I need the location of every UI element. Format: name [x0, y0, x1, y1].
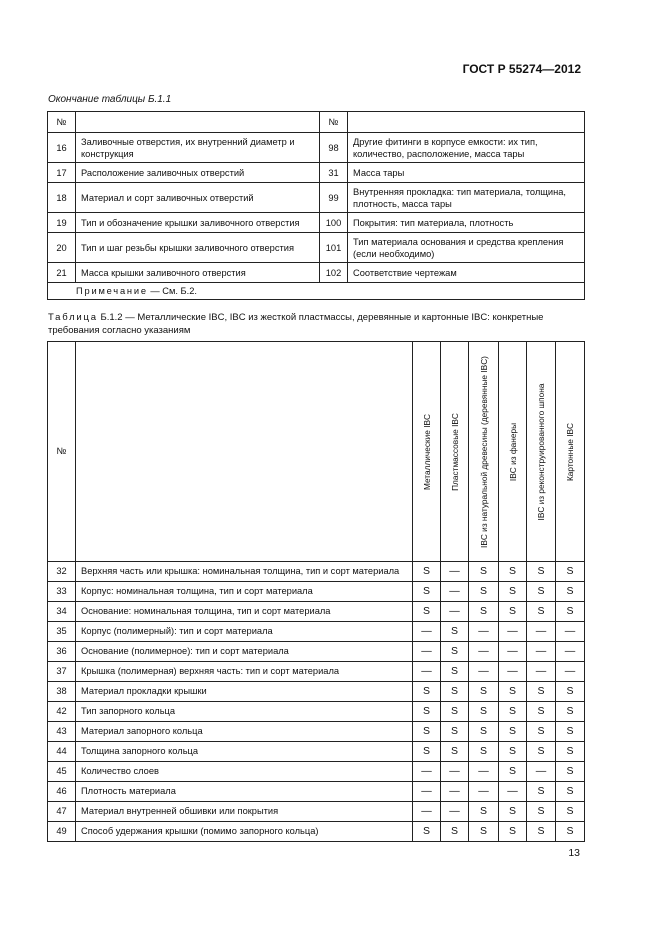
table2-row: [48, 602, 585, 622]
row-text-right: Внутренняя прокладка: тип материала, толщина, плотность, масса тары: [348, 183, 585, 213]
requirement-cell: —: [413, 762, 441, 782]
requirement-cell: S: [413, 582, 441, 602]
table2-col-header: [469, 342, 499, 562]
table2-caption-label: Таблица: [48, 312, 98, 323]
table2-col-header: [413, 342, 441, 562]
requirement-cell: —: [413, 802, 441, 822]
row-number-right: 100: [320, 213, 348, 233]
requirement-cell: S: [469, 582, 499, 602]
row-description: Основание (полимерное): тип и сорт материала: [76, 642, 413, 662]
table1-col-number-2: №: [320, 112, 348, 133]
requirement-cell: S: [413, 822, 441, 842]
requirement-cell: S: [413, 562, 441, 582]
table2-row: [48, 662, 585, 682]
row-number-left: 20: [48, 233, 76, 263]
table2-row: [48, 582, 585, 602]
requirement-cell: S: [527, 582, 556, 602]
requirement-cell: —: [441, 802, 469, 822]
row-number: 49: [48, 822, 76, 842]
row-number: 36: [48, 642, 76, 662]
row-number: 46: [48, 782, 76, 802]
row-number: 45: [48, 762, 76, 782]
table2-row: [48, 642, 585, 662]
row-description: Верхняя часть или крышка: номинальная толщина, тип и сорт материала: [76, 562, 413, 582]
requirement-cell: S: [527, 562, 556, 582]
row-number: 33: [48, 582, 76, 602]
requirement-cell: —: [527, 622, 556, 642]
requirement-cell: —: [469, 642, 499, 662]
row-text-left: Заливочные отверстия, их внутренний диаметр и конструкция: [76, 133, 320, 163]
row-text-left: Тип и шаг резьбы крышки заливочного отверстия: [76, 233, 320, 263]
row-text-left: Материал и сорт заливочных отверстий: [76, 183, 320, 213]
row-number: 38: [48, 682, 76, 702]
requirement-cell: —: [413, 642, 441, 662]
requirement-cell: S: [441, 662, 469, 682]
row-number: 42: [48, 702, 76, 722]
row-description: Материал прокладки крышки: [76, 682, 413, 702]
row-description: Крышка (полимерная) верхняя часть: тип и сорт материала: [76, 662, 413, 682]
requirement-cell: S: [441, 822, 469, 842]
row-description: Плотность материала: [76, 782, 413, 802]
requirement-cell: S: [441, 722, 469, 742]
table1-row: [48, 213, 585, 233]
table2-row: [48, 782, 585, 802]
requirement-cell: S: [527, 722, 556, 742]
row-text-right: Тип материала основания и средства крепления (если необходимо): [348, 233, 585, 263]
requirement-cell: S: [499, 742, 527, 762]
requirement-cell: —: [527, 662, 556, 682]
requirement-cell: S: [413, 742, 441, 762]
requirement-cell: S: [527, 682, 556, 702]
requirement-cell: —: [441, 602, 469, 622]
requirement-cell: —: [556, 622, 585, 642]
requirement-cell: S: [556, 722, 585, 742]
requirement-cell: S: [499, 582, 527, 602]
table2-row: [48, 802, 585, 822]
table1-col-text-1: [76, 112, 320, 133]
requirement-cell: S: [469, 802, 499, 822]
requirement-cell: —: [556, 662, 585, 682]
table2-header-row: [48, 342, 585, 562]
requirement-cell: S: [556, 562, 585, 582]
requirement-cell: S: [469, 562, 499, 582]
row-description: Толщина запорного кольца: [76, 742, 413, 762]
row-description: Корпус: номинальная толщина, тип и сорт материала: [76, 582, 413, 602]
row-number-right: 102: [320, 263, 348, 283]
requirement-cell: S: [441, 702, 469, 722]
requirement-cell: —: [441, 562, 469, 582]
table2-col-header-text: Металлические IBC: [421, 413, 432, 490]
requirement-cell: S: [469, 602, 499, 622]
row-number-left: 19: [48, 213, 76, 233]
requirement-cell: S: [441, 742, 469, 762]
table1-row: [48, 163, 585, 183]
requirement-cell: S: [469, 722, 499, 742]
table2-row: [48, 742, 585, 762]
row-number: 34: [48, 602, 76, 622]
table2-row: [48, 762, 585, 782]
row-number-right: 99: [320, 183, 348, 213]
requirement-cell: —: [441, 582, 469, 602]
table1-caption: Окончание таблицы Б.1.1: [48, 94, 172, 105]
requirement-cell: —: [556, 642, 585, 662]
requirement-cell: S: [556, 762, 585, 782]
requirement-cell: S: [469, 742, 499, 762]
requirement-cell: S: [413, 682, 441, 702]
requirement-cell: S: [527, 782, 556, 802]
table1-row: [48, 133, 585, 163]
requirement-cell: S: [469, 682, 499, 702]
requirement-cell: S: [556, 702, 585, 722]
table2-row: [48, 562, 585, 582]
row-text-left: Расположение заливочных отверстий: [76, 163, 320, 183]
requirement-cell: —: [413, 782, 441, 802]
requirement-cell: S: [499, 682, 527, 702]
requirement-cell: —: [499, 662, 527, 682]
row-number-left: 18: [48, 183, 76, 213]
table2-caption-text: Б.1.2 — Металлические IBC, IBC из жесткой пластмассы, деревянные и картонные IBC: конкретные требования согласно указаниям: [48, 312, 544, 336]
requirement-cell: —: [469, 782, 499, 802]
requirement-cell: S: [556, 582, 585, 602]
requirement-cell: —: [441, 762, 469, 782]
requirement-cell: S: [499, 802, 527, 822]
document-id: ГОСТ Р 55274—2012: [462, 62, 581, 76]
requirement-cell: S: [556, 802, 585, 822]
row-text-right: Покрытия: тип материала, плотность: [348, 213, 585, 233]
row-text-right: Соответствие чертежам: [348, 263, 585, 283]
table2-row: [48, 722, 585, 742]
row-number-left: 17: [48, 163, 76, 183]
row-description: Основание: номинальная толщина, тип и сорт материала: [76, 602, 413, 622]
row-number-right: 98: [320, 133, 348, 163]
requirement-cell: S: [499, 762, 527, 782]
requirement-cell: S: [499, 562, 527, 582]
table2-col-header: [499, 342, 527, 562]
table2-col-header-text: IBC из реконструированного шпона: [536, 383, 546, 520]
requirement-cell: S: [556, 742, 585, 762]
page-number: 13: [568, 847, 580, 859]
table2-caption: [48, 311, 583, 337]
requirement-cell: —: [413, 662, 441, 682]
table1-col-number-1: №: [48, 112, 76, 133]
table2-col-header-text: IBC из натуральной древесины (деревянные IBC): [478, 355, 489, 548]
requirement-cell: S: [527, 702, 556, 722]
requirement-cell: S: [469, 822, 499, 842]
row-number: 44: [48, 742, 76, 762]
requirement-cell: S: [499, 602, 527, 622]
table2-col-header: [527, 342, 556, 562]
requirement-cell: —: [527, 762, 556, 782]
table2: [47, 341, 585, 842]
row-description: Тип запорного кольца: [76, 702, 413, 722]
table2-col-header: [556, 342, 585, 562]
table2-row: [48, 702, 585, 722]
table1-header-row: [48, 112, 585, 133]
requirement-cell: S: [556, 682, 585, 702]
requirement-cell: S: [556, 782, 585, 802]
table2-col-header: [441, 342, 469, 562]
requirement-cell: S: [527, 822, 556, 842]
table1-note-row: [48, 283, 585, 300]
table1-row: [48, 263, 585, 283]
row-number-right: 101: [320, 233, 348, 263]
table2-col-header-text: IBC из фанеры: [507, 422, 518, 481]
table2-row: [48, 822, 585, 842]
table1-row: [48, 233, 585, 263]
table1-row: [48, 183, 585, 213]
row-number-left: 16: [48, 133, 76, 163]
row-text-right: Другие фитинги в корпусе емкости: их тип, количество, расположение, масса тары: [348, 133, 585, 163]
requirement-cell: —: [499, 622, 527, 642]
requirement-cell: —: [469, 662, 499, 682]
row-number: 35: [48, 622, 76, 642]
requirement-cell: S: [527, 602, 556, 622]
row-number: 32: [48, 562, 76, 582]
requirement-cell: S: [441, 622, 469, 642]
requirement-cell: —: [499, 642, 527, 662]
requirement-cell: —: [441, 782, 469, 802]
table2-col-header-text: Картонные IBC: [565, 422, 575, 481]
requirement-cell: S: [469, 702, 499, 722]
requirement-cell: S: [556, 822, 585, 842]
requirement-cell: —: [527, 642, 556, 662]
row-text-left: Масса крышки заливочного отверстия: [76, 263, 320, 283]
table2-col-description: [76, 342, 413, 562]
requirement-cell: —: [469, 762, 499, 782]
requirement-cell: S: [441, 682, 469, 702]
row-number-right: 31: [320, 163, 348, 183]
requirement-cell: S: [413, 702, 441, 722]
table2-row: [48, 682, 585, 702]
row-number: 37: [48, 662, 76, 682]
row-description: Материал внутренней обшивки или покрытия: [76, 802, 413, 822]
table1-note: [48, 283, 585, 300]
requirement-cell: S: [527, 802, 556, 822]
table2-col-number: №: [48, 342, 76, 562]
requirement-cell: S: [499, 722, 527, 742]
table1-col-text-2: [348, 112, 585, 133]
row-number: 43: [48, 722, 76, 742]
row-description: Корпус (полимерный): тип и сорт материала: [76, 622, 413, 642]
requirement-cell: S: [413, 722, 441, 742]
requirement-cell: —: [413, 622, 441, 642]
row-description: Материал запорного кольца: [76, 722, 413, 742]
requirement-cell: S: [499, 702, 527, 722]
requirement-cell: S: [413, 602, 441, 622]
requirement-cell: S: [441, 642, 469, 662]
row-number-left: 21: [48, 263, 76, 283]
row-description: Количество слоев: [76, 762, 413, 782]
table2-col-header-text: Пластмассовые IBC: [449, 412, 460, 491]
note-text: — См. Б.2.: [147, 286, 197, 296]
requirement-cell: S: [527, 742, 556, 762]
requirement-cell: S: [499, 822, 527, 842]
requirement-cell: S: [556, 602, 585, 622]
row-text-left: Тип и обозначение крышки заливочного отверстия: [76, 213, 320, 233]
requirement-cell: —: [499, 782, 527, 802]
table2-row: [48, 622, 585, 642]
row-number: 47: [48, 802, 76, 822]
row-description: Способ удержания крышки (помимо запорного кольца): [76, 822, 413, 842]
note-label: Примечание: [76, 286, 148, 296]
table1: [47, 111, 585, 300]
row-text-right: Масса тары: [348, 163, 585, 183]
requirement-cell: —: [469, 622, 499, 642]
